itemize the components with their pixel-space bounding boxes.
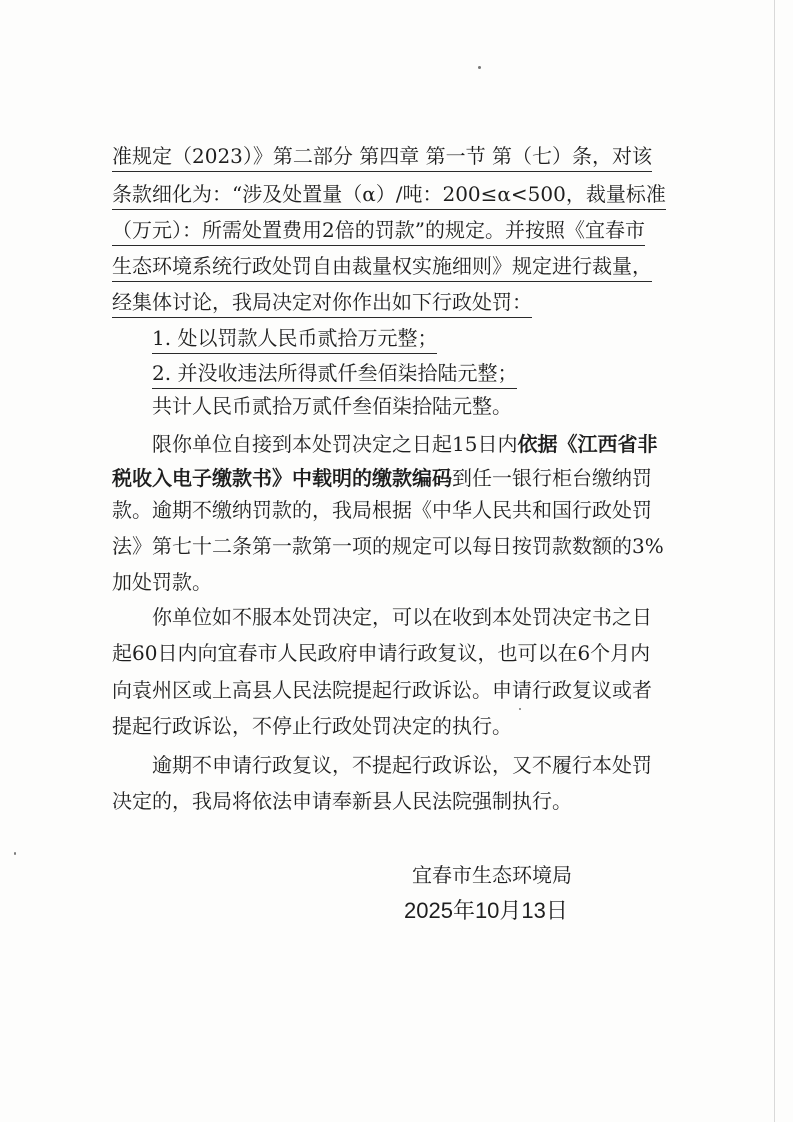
issue-date: 2025年10月13日: [404, 898, 568, 923]
body-line: 加处罚款。: [112, 570, 212, 594]
scan-edge: [774, 0, 775, 1122]
body-line: 经集体讨论，我局决定对你作出如下行政处罚：: [112, 289, 532, 318]
body-line: [152, 431, 657, 457]
penalty-item: 2. 并没收违法所得贰仟叁佰柒拾陆元整；: [152, 360, 517, 389]
issuer-name: 宜春市生态环境局: [412, 863, 572, 887]
body-line: 生态环境系统行政处罚自由裁量权实施细则》规定进行裁量，: [112, 253, 652, 282]
text-run: 限你单位自接到本处罚决定之日起15日内: [152, 432, 518, 456]
body-line: 决定的，我局将依法申请奉新县人民法院强制执行。: [112, 789, 572, 813]
body-line: 法》第七十二条第一款第一项的规定可以每日按罚款数额的3%: [112, 534, 664, 558]
body-line: 向袁州区或上高县人民法院提起行政诉讼。申请行政复议或者: [112, 678, 652, 702]
body-line: [112, 465, 652, 491]
scan-speck: [478, 66, 481, 69]
bold-run: 依据《江西省非: [517, 432, 658, 456]
body-line: 款。逾期不缴纳罚款的，我局根据《中华人民共和国行政处罚: [112, 498, 652, 522]
body-line: 准规定（2023）》第二部分 第四章 第一节 第（七）条，对该: [112, 143, 652, 172]
body-line: 你单位如不服本处罚决定，可以在收到本处罚决定书之日: [152, 605, 652, 629]
body-line: 条款细化为：“涉及处置量（α）/吨：200≤α<500，裁量标准: [112, 181, 666, 210]
text-run: 到任一银行柜台缴纳罚: [452, 466, 652, 490]
body-line: 提起行政诉讼，不停止行政处罚决定的执行。: [112, 714, 512, 738]
scan-speck: [519, 708, 521, 710]
penalty-item: 1. 处以罚款人民币贰拾万元整；: [152, 325, 437, 354]
scan-speck: [14, 852, 16, 855]
body-line: （万元）：所需处置费用2倍的罚款”的规定。并按照《宜春市: [112, 217, 645, 246]
body-line: 逾期不申请行政复议，不提起行政诉讼，又不履行本处罚: [152, 753, 652, 777]
body-line: 起60日内向宜春市人民政府申请行政复议，也可以在6个月内: [112, 641, 651, 665]
total-line: 共计人民币贰拾万贰仟叁佰柒拾陆元整。: [152, 394, 512, 418]
bold-run: 税收入电子缴款书》中载明的缴款编码: [112, 466, 452, 490]
